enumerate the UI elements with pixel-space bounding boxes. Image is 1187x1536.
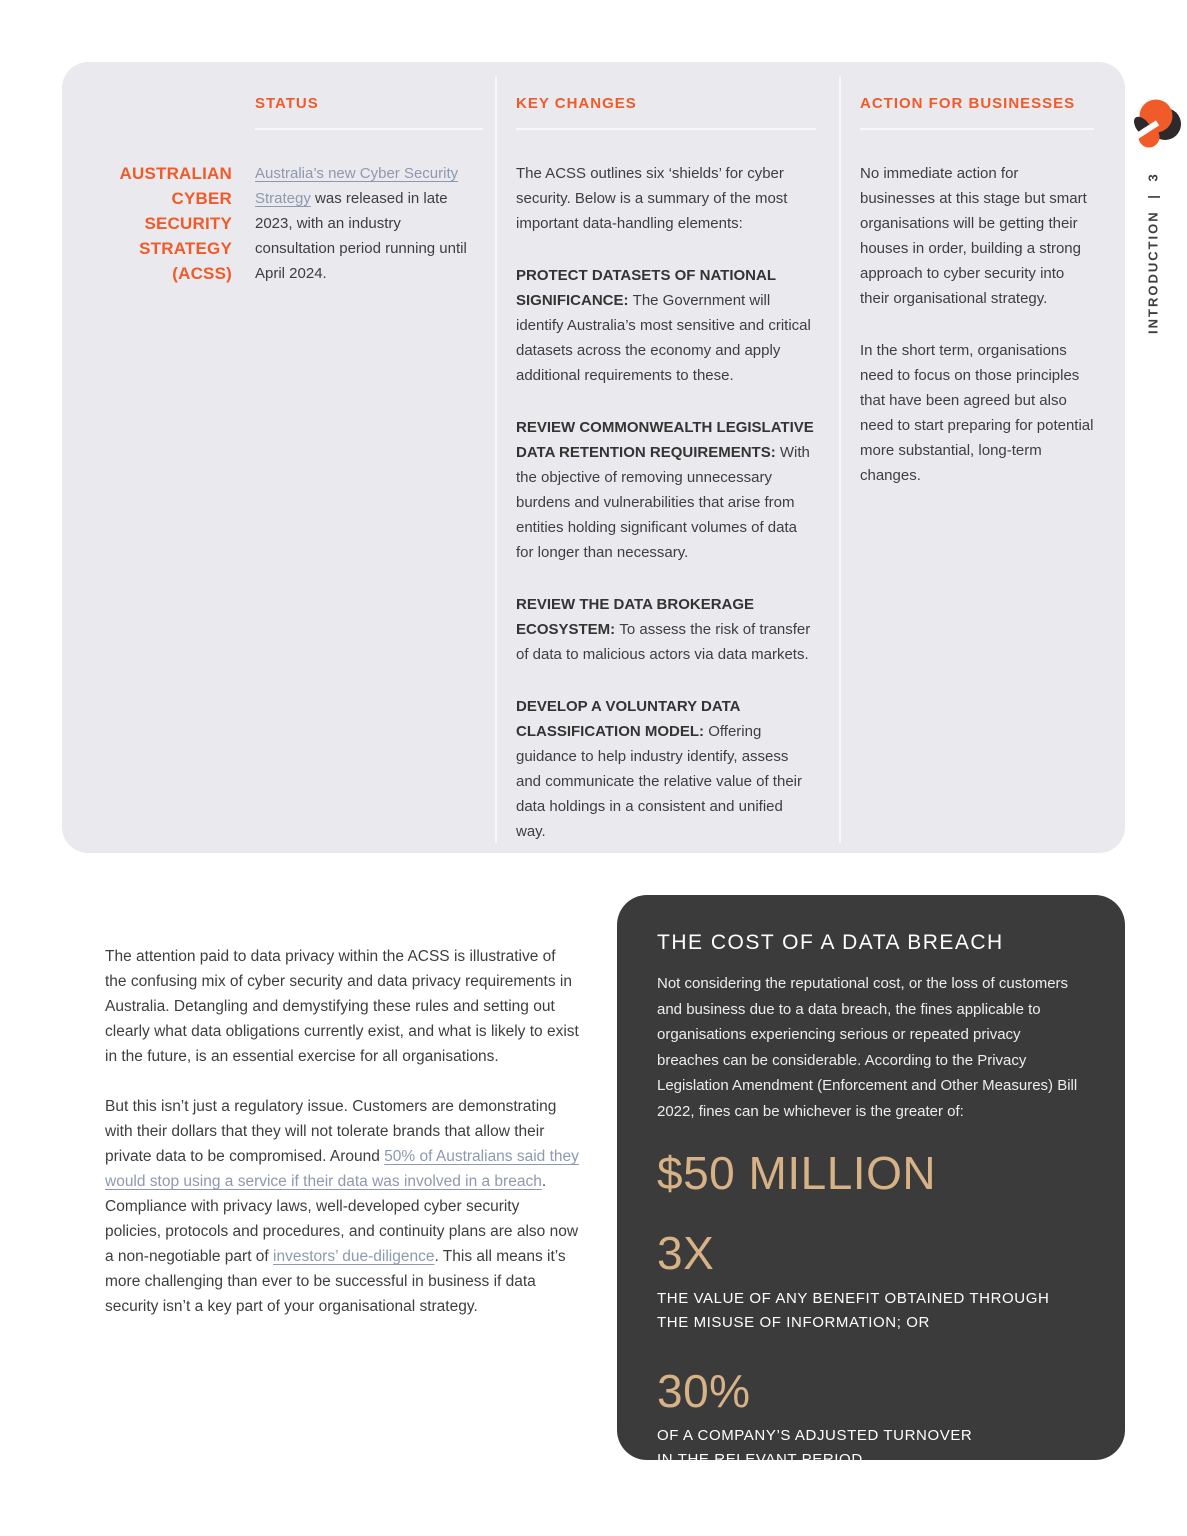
page-marker: INTRODUCTION | 3 — [1145, 172, 1161, 334]
stat-30-percent-caption — [657, 1424, 1085, 1472]
key-change-title: REVIEW THE DATA BROKERAGE ECOSYSTEM: — [516, 596, 755, 638]
body-text: . Compliance with privacy laws, well-developed cyber security policies, protocols and procedures, and continuity plans are also now a non-negotiable part of — [105, 1173, 579, 1265]
cost-of-data-breach-card — [617, 895, 1125, 1468]
key-change-item — [516, 263, 816, 388]
body-text: But this isn’t just a regulatory issue. Customers are demonstrating with their dollars that they will not tolerate brands that allow their private data to be compromised. Around — [105, 1098, 557, 1165]
action-paragraph: No immediate action for businesses at this stage but smart organisations will be getting their houses in order, building a strong approach to cyber security into their organisational strategy. — [860, 165, 1087, 307]
stat-caption-line: OF A COMPANY’S ADJUSTED TURNOVER — [657, 1426, 973, 1444]
key-changes-intro: The ACSS outlines six ‘shields’ for cyber security. Below is a summary of the most important data-handling elements: — [516, 165, 788, 232]
stat-3x: 3X — [657, 1227, 715, 1280]
cost-card-intro: Not considering the reputational cost, or the loss of customers and business due to a data breach, the fines applicable to organisations experiencing serious or repeated privacy breaches can be considerable. According to the Privacy Legislation Amendment (Enforcement and Other Measures) Bill 2022, fines can be whichever is the greater of: — [657, 975, 1078, 1120]
key-changes-cell — [516, 161, 816, 844]
stat-caption-line: THE VALUE OF ANY BENEFIT OBTAINED THROUGH — [657, 1289, 1050, 1307]
column-divider — [839, 76, 841, 843]
key-change-item — [516, 694, 816, 844]
row-label-line: AUSTRALIAN — [119, 164, 232, 183]
column-divider — [495, 76, 497, 843]
column-header-action: ACTION FOR BUSINESSES — [860, 95, 1094, 130]
action-cell — [860, 161, 1094, 488]
body-paragraph: The attention paid to data privacy within the ACSS is illustrative of the confusing mix of cyber security and data privacy requirements in Australia. Detangling and demystifying these rules and setting out clearly what data obligations currently exist, and what is likely to exist in the future, is an essential exercise for all organisations. — [105, 948, 579, 1065]
status-rest: was released in late 2023, with an industry consultation period running until April 2024. — [255, 190, 467, 282]
stat-50-million: $50 MILLION — [657, 1147, 937, 1199]
australians-survey-link[interactable]: 50% of Australians said they would stop using a service if their data was involved in a breach — [105, 1148, 579, 1190]
stat-caption-line: THE MISUSE OF INFORMATION; OR — [657, 1313, 930, 1331]
action-paragraph: In the short term, organisations need to focus on those principles that have been agreed but also need to start preparing for potential more substantial, long-term changes. — [860, 342, 1094, 484]
column-action — [860, 95, 1094, 488]
body-paragraph — [105, 1094, 579, 1319]
stat-caption-line: IN THE RELEVANT PERIOD. — [657, 1450, 868, 1468]
key-change-body: The Government will identify Australia’s most sensitive and critical datasets across the economy and apply additional requirements to these. — [516, 292, 811, 384]
row-label-acss — [80, 161, 232, 286]
brand-logo-icon — [1130, 97, 1184, 153]
investors-due-diligence-link[interactable]: investors’ due-diligence — [273, 1248, 435, 1265]
column-header-key-changes: KEY CHANGES — [516, 95, 816, 130]
acss-strategy-link[interactable]: Australia’s new Cyber Security Strategy — [255, 165, 459, 207]
column-header-status: STATUS — [255, 95, 483, 130]
key-change-body: To assess the risk of transfer of data to malicious actors via data markets. — [516, 621, 811, 663]
stat-3x-caption — [657, 1287, 1085, 1335]
key-change-item — [516, 415, 816, 565]
body-text: . This all means it’s more challenging than ever to be successful in business if data security isn’t a key part of your organisational strategy. — [105, 1248, 566, 1315]
cost-card-title: THE COST OF A DATA BREACH — [657, 931, 1004, 954]
status-cell — [255, 161, 483, 286]
strategy-summary-card — [62, 62, 1125, 853]
row-label-line: CYBER SECURITY — [144, 189, 232, 233]
key-change-title: PROTECT DATASETS OF NATIONAL SIGNIFICANCE: — [516, 267, 776, 309]
key-change-title: DEVELOP A VOLUNTARY DATA CLASSIFICATION MODEL: — [516, 698, 740, 740]
introduction-body — [105, 944, 579, 1319]
key-change-body: Offering guidance to help industry identify, assess and communicate the relative value of their data holdings in a consistent and unified way. — [516, 723, 802, 840]
key-change-title: REVIEW COMMONWEALTH LEGISLATIVE DATA RETENTION REQUIREMENTS: — [516, 419, 814, 461]
row-label-line: STRATEGY (ACSS) — [139, 239, 232, 283]
status-text — [255, 161, 483, 286]
key-change-item — [516, 592, 816, 667]
stat-30-percent: 30% — [657, 1364, 751, 1417]
column-key-changes — [516, 95, 816, 844]
column-status — [255, 95, 483, 286]
key-change-body: With the objective of removing unnecessary burdens and vulnerabilities that arise from entities holding significant volumes of data for longer than necessary. — [516, 444, 810, 561]
